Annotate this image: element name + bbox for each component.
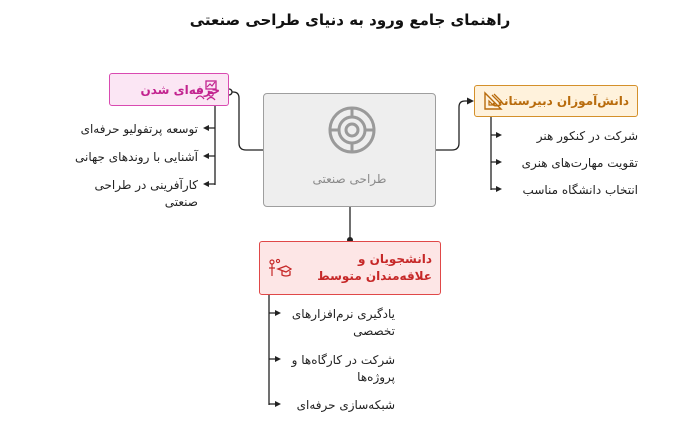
list-item: یادگیری نرم‌افزارهای تخصصی [291, 307, 395, 339]
list-item: تقویت مهارت‌های هنری [521, 156, 638, 170]
branch-highschool-label: دانش‌آموزان دبیرستانی [491, 94, 629, 108]
target-icon [326, 104, 378, 156]
people-growth-icon [194, 79, 218, 101]
list-item: توسعه پرتفولیو حرفه‌ای [80, 122, 198, 136]
list-item: آشنایی با روندهای جهانی [75, 150, 198, 164]
list-item: شرکت در کارگاه‌ها و پروژه‌ها [291, 353, 395, 385]
branch-students-label: دانشجویان و علاقه‌مندان متوسط [317, 251, 432, 283]
list-item: کارآفرینی در طراحی صنعتی [94, 178, 198, 210]
center-label: طراحی صنعتی [312, 172, 387, 186]
list-item: شبکه‌سازی حرفه‌ای [296, 398, 395, 412]
list-item: انتخاب دانشگاه مناسب [522, 183, 638, 197]
graduation-cap-icon [268, 257, 292, 279]
branch-professional-label: حرفه‌ای شدن [140, 82, 220, 97]
list-item: شرکت در کنکور هنر [536, 129, 638, 143]
pencil-ruler-icon [482, 90, 504, 112]
diagram-title: راهنمای جامع ورود به دنیای طراحی صنعتی [189, 11, 511, 29]
